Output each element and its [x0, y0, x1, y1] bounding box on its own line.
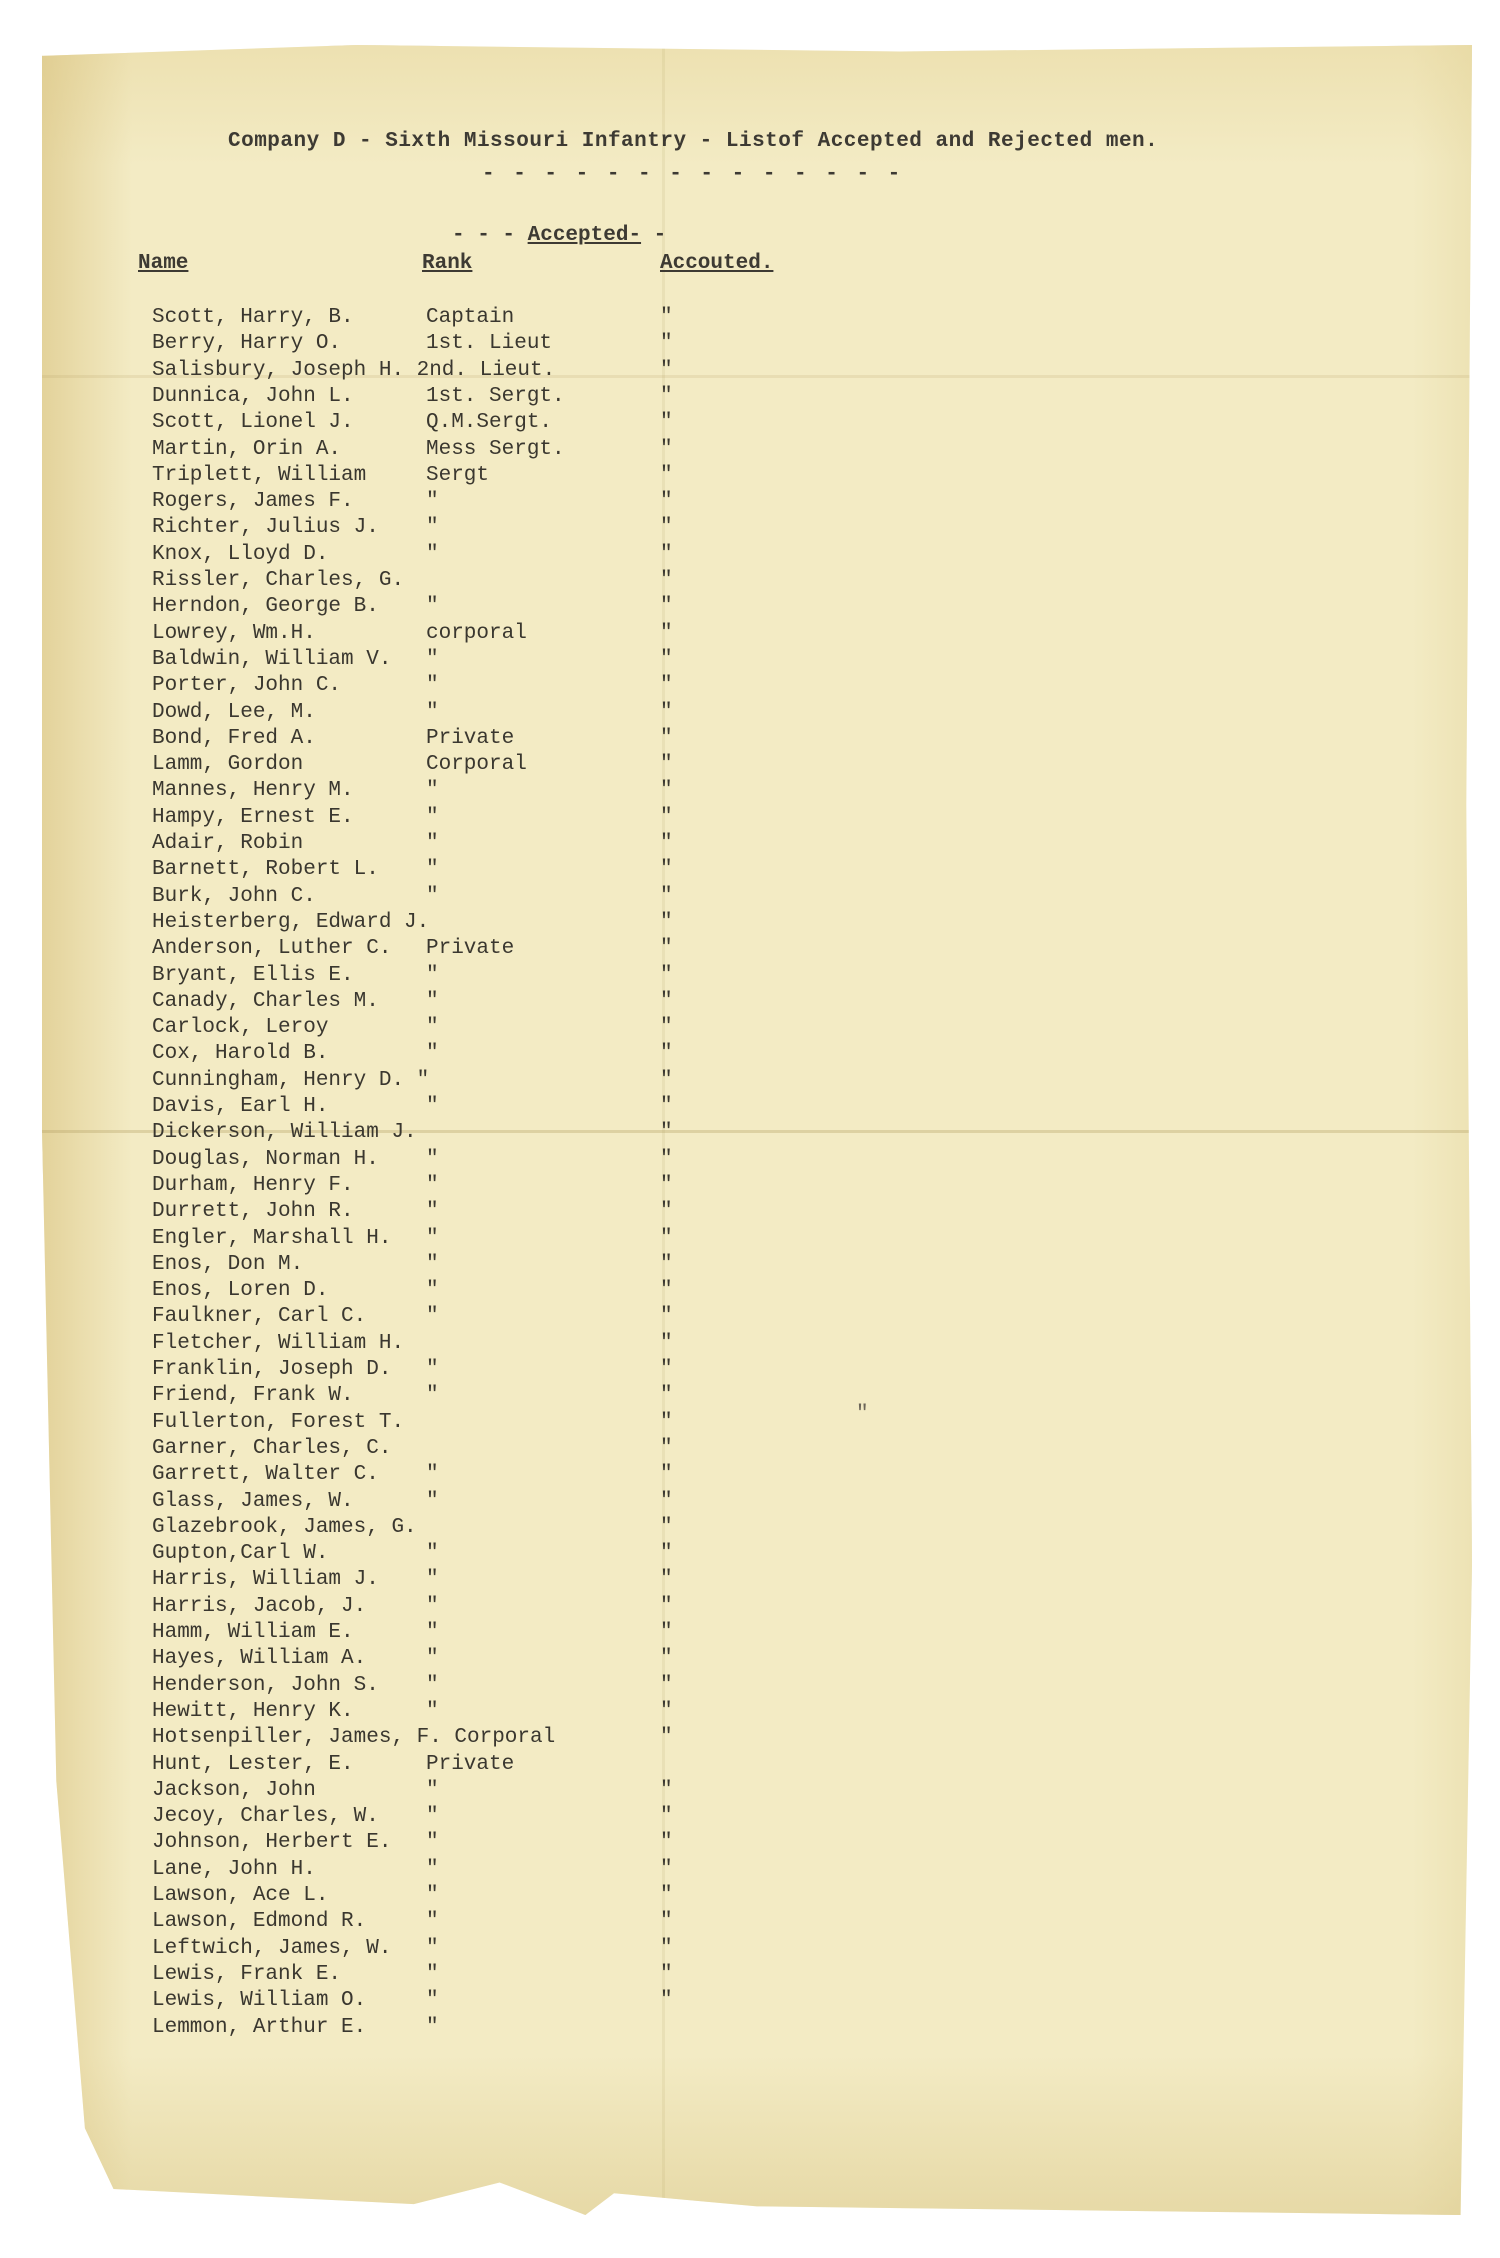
roster-name: Dowd, Lee, M. [152, 700, 316, 724]
roster-row [0, 806, 1500, 832]
roster-accounted-mark: " [660, 1542, 673, 1566]
roster-row [0, 1148, 1500, 1174]
roster-accounted-mark: " [660, 700, 673, 724]
roster-accounted-mark: " [660, 1095, 673, 1118]
roster-name: Lewis, William O. [152, 1989, 367, 2013]
roster-accounted-mark: " [660, 1463, 673, 1487]
roster-accounted-mark: " [660, 858, 673, 882]
roster-row [0, 1542, 1500, 1568]
roster-name: Heisterberg, Edward J. [152, 910, 430, 934]
roster-rank: Mess Sergt. [426, 437, 565, 461]
roster-accounted-mark: " [660, 910, 673, 934]
roster-row [0, 1858, 1500, 1884]
roster-rank: Private [426, 726, 515, 750]
roster-row [0, 1069, 1500, 1095]
roster-name: Porter, John C. [152, 674, 342, 698]
roster-name: Bond, Fred A. [152, 726, 316, 750]
roster-accounted-mark: " [660, 1910, 673, 1934]
roster-rank: " [426, 1989, 439, 2013]
roster-name: Hayes, William A. [152, 1647, 367, 1671]
roster-row [0, 1358, 1500, 1384]
roster-row [0, 411, 1500, 437]
roster-rank: " [426, 1778, 439, 1802]
roster-rank: " [426, 779, 439, 803]
roster-accounted-mark: " [660, 542, 673, 566]
roster-accounted-mark: " [660, 1673, 673, 1697]
roster-name: Hunt, Lester, E. [152, 1752, 354, 1776]
roster-accounted-mark: " [660, 805, 673, 829]
roster-rank: " [426, 516, 439, 540]
roster-name: Harris, Jacob, J. [152, 1594, 367, 1618]
roster-name: Scott, Harry, B. [152, 306, 354, 329]
roster-row [0, 1884, 1500, 1910]
roster-accounted-mark: " [660, 437, 673, 461]
roster-name: Lewis, Frank E. [152, 1962, 342, 1986]
roster-accounted-mark: " [660, 1436, 673, 1460]
roster-row [0, 1805, 1500, 1831]
column-header-name: Name [138, 252, 189, 275]
roster-rank: " [426, 490, 439, 514]
stray-ditto-mark: " [856, 1403, 869, 1426]
roster-row [0, 648, 1500, 674]
roster-name: Leftwich, James, W. [152, 1936, 392, 1960]
roster-name: Richter, Julius J. [152, 516, 379, 540]
roster-row [0, 674, 1500, 700]
document-title: Company D - Sixth Missouri Infantry - Listof Accepted and Rejected men. [228, 130, 1159, 153]
roster-name: Harris, William J. [152, 1568, 379, 1592]
roster-rank: Private [426, 1752, 515, 1776]
roster-rank: Private [426, 937, 515, 961]
roster-row [0, 332, 1500, 358]
roster-name: Hampy, Ernest E. [152, 805, 354, 829]
roster-accounted-mark: " [660, 1173, 673, 1197]
roster-rank: " [426, 1568, 439, 1592]
roster-accounted-mark: " [660, 1594, 673, 1618]
roster-row [0, 1779, 1500, 1805]
roster-row [0, 1490, 1500, 1516]
roster-name: Anderson, Luther C. [152, 937, 392, 961]
roster-accounted-mark: " [660, 1831, 673, 1855]
roster-accounted-mark: " [660, 1331, 673, 1355]
roster-rank: " [426, 1173, 439, 1197]
roster-name: Rogers, James F. [152, 490, 354, 514]
roster-rank: " [426, 1831, 439, 1855]
roster-accounted-mark: " [660, 411, 673, 435]
roster-accounted-mark: " [660, 1621, 673, 1644]
roster-name: Enos, Loren D. [152, 1279, 329, 1303]
roster-rank: " [426, 1542, 439, 1566]
roster-accounted-mark: " [660, 1699, 673, 1723]
roster-row [0, 1095, 1500, 1121]
roster-row [0, 438, 1500, 464]
roster-accounted-mark: " [660, 1226, 673, 1250]
roster-row [0, 516, 1500, 542]
roster-accounted-mark: " [660, 1305, 673, 1329]
roster-row [0, 1700, 1500, 1726]
roster-rank: " [426, 1252, 439, 1276]
roster-rank: " [426, 674, 439, 698]
roster-accounted-mark: " [660, 306, 673, 329]
roster-name: Baldwin, William V. [152, 647, 392, 671]
roster-name: Franklin, Joseph D. [152, 1358, 392, 1381]
roster-row [0, 1831, 1500, 1857]
roster-rank: " [426, 1463, 439, 1487]
roster-name: Hewitt, Henry K. [152, 1699, 354, 1723]
roster-rank: " [426, 1226, 439, 1250]
roster-row [0, 964, 1500, 990]
roster-row [0, 832, 1500, 858]
roster-rank: " [426, 832, 439, 855]
roster-accounted-mark: " [660, 1647, 673, 1671]
section-dashes: - - - [452, 224, 516, 247]
roster-rank: " [426, 805, 439, 829]
roster-accounted-mark: " [660, 937, 673, 961]
roster-accounted-mark: " [660, 1068, 673, 1092]
roster-accounted-mark: " [660, 779, 673, 803]
roster-row [0, 1621, 1500, 1647]
roster-name: Enos, Don M. [152, 1252, 304, 1276]
roster-name: Durrett, John R. [152, 1200, 354, 1224]
roster-row [0, 701, 1500, 727]
roster-name: Johnson, Herbert E. [152, 1831, 392, 1855]
roster-accounted-mark: " [660, 1805, 673, 1829]
column-header-accounted: Accouted. [660, 252, 774, 275]
roster-name: Mannes, Henry M. [152, 779, 354, 803]
roster-rank: " [426, 1279, 439, 1303]
roster-rank: " [426, 1699, 439, 1723]
roster-row [0, 385, 1500, 411]
roster-rank: Corporal [454, 1726, 556, 1750]
roster-rank: " [426, 647, 439, 671]
roster-row [0, 990, 1500, 1016]
roster-accounted-mark: " [660, 989, 673, 1013]
roster-name: Lemmon, Arthur E. [152, 2015, 367, 2039]
roster-accounted-mark: " [660, 963, 673, 987]
roster-row [0, 306, 1500, 332]
roster-rank: Q.M.Sergt. [426, 411, 553, 435]
roster-accounted-mark: " [660, 1252, 673, 1276]
roster-accounted-mark: " [660, 1989, 673, 2013]
roster-accounted-mark: " [660, 1200, 673, 1224]
roster-rank: " [426, 700, 439, 724]
roster-accounted-mark: " [660, 1410, 673, 1434]
roster-accounted-mark: " [660, 1568, 673, 1592]
roster-row [0, 622, 1500, 648]
roster-rank: " [426, 1884, 439, 1907]
roster-row [0, 1726, 1500, 1752]
roster-name: Lane, John H. [152, 1857, 316, 1881]
roster-row [0, 1042, 1500, 1068]
roster-row [0, 1516, 1500, 1542]
roster-name: Rissler, Charles, G. [152, 569, 405, 592]
roster-rank: corporal [426, 621, 527, 645]
roster-row [0, 569, 1500, 595]
roster-rank: " [426, 1042, 439, 1066]
roster-row [0, 1200, 1500, 1226]
roster-rank: " [426, 1673, 439, 1697]
roster-name: Hamm, William E. [152, 1621, 354, 1644]
roster-rank: " [426, 1200, 439, 1224]
roster-accounted-mark: " [660, 490, 673, 514]
roster-name: Gupton,Carl W. [152, 1542, 329, 1566]
roster-rank: " [426, 2015, 439, 2039]
roster-name: Friend, Frank W. [152, 1384, 354, 1408]
roster-accounted-mark: " [660, 358, 673, 382]
roster-row [0, 1227, 1500, 1253]
roster-name: Dunnica, John L. [152, 384, 354, 408]
roster-name: Herndon, George B. [152, 595, 379, 619]
roster-row [0, 1437, 1500, 1463]
roster-row [0, 1305, 1500, 1331]
roster-name: Garner, Charles, C. [152, 1436, 392, 1460]
roster-name: Carlock, Leroy [152, 1016, 329, 1040]
roster-rank: " [426, 1805, 439, 1829]
roster-rank: Sergt [426, 463, 490, 487]
roster-name: Martin, Orin A. [152, 437, 342, 461]
roster-rank: Captain [426, 306, 515, 329]
roster-row [0, 1279, 1500, 1305]
roster-accounted-mark: " [660, 384, 673, 408]
roster-accounted-mark: " [660, 1884, 673, 1907]
roster-row [0, 1121, 1500, 1147]
roster-name: Scott, Lionel J. [152, 411, 354, 435]
roster-accounted-mark: " [660, 884, 673, 908]
roster-row [0, 937, 1500, 963]
roster-rank: 1st. Sergt. [426, 384, 565, 408]
roster-row [0, 1937, 1500, 1963]
roster-row [0, 1568, 1500, 1594]
roster-name: Adair, Robin [152, 832, 304, 855]
roster-row [0, 753, 1500, 779]
roster-row [0, 1647, 1500, 1673]
roster-rank: " [426, 884, 439, 908]
roster-accounted-mark: " [660, 1016, 673, 1040]
roster-rank: " [426, 1962, 439, 1986]
roster-accounted-mark: " [660, 595, 673, 619]
roster-rank: " [426, 1647, 439, 1671]
roster-accounted-mark: " [660, 1042, 673, 1066]
roster-rank: " [426, 858, 439, 882]
roster-row [0, 1016, 1500, 1042]
roster-name: Canady, Charles M. [152, 989, 379, 1013]
roster-accounted-mark: " [660, 1384, 673, 1408]
roster-name: Hotsenpiller, James, F. [152, 1726, 442, 1750]
roster-name: Lawson, Ace L. [152, 1884, 329, 1907]
roster-row [0, 1910, 1500, 1936]
roster-name: Triplett, William [152, 463, 367, 487]
roster-accounted-mark: " [660, 1936, 673, 1960]
roster-name: Henderson, John S. [152, 1673, 379, 1697]
roster-row [0, 543, 1500, 569]
roster-accounted-mark: " [660, 753, 673, 777]
roster-name: Faulkner, Carl C. [152, 1305, 367, 1329]
roster-accounted-mark: " [660, 1489, 673, 1513]
roster-accounted-mark: " [660, 1358, 673, 1381]
roster-name: Salisbury, Joseph H. [152, 358, 405, 382]
section-label: Accepted- [527, 224, 642, 247]
roster-accounted-mark: " [660, 516, 673, 540]
roster-row [0, 490, 1500, 516]
roster-name: Glass, James, W. [152, 1489, 354, 1513]
roster-rank: " [426, 1594, 439, 1618]
roster-rank: " [426, 1857, 439, 1881]
roster-name: Lowrey, Wm.H. [152, 621, 316, 645]
roster-name: Knox, Lloyd D. [152, 542, 329, 566]
roster-name: Lawson, Edmond R. [152, 1910, 367, 1934]
roster-rank: " [426, 1147, 439, 1171]
roster-row [0, 1674, 1500, 1700]
roster-row [0, 359, 1500, 385]
roster-row [0, 1384, 1500, 1410]
roster-name: Fletcher, William H. [152, 1331, 405, 1355]
roster-row [0, 1989, 1500, 2015]
roster-accounted-mark: " [660, 621, 673, 645]
roster-row [0, 1253, 1500, 1279]
roster-name: Cunningham, Henry D. [152, 1068, 405, 1092]
roster-name: Lamm, Gordon [152, 753, 304, 777]
roster-accounted-mark: " [660, 647, 673, 671]
roster-row [0, 727, 1500, 753]
section-trail: - [641, 224, 667, 247]
roster-name: Burk, John C. [152, 884, 316, 908]
roster-accounted-mark: " [660, 1515, 673, 1539]
roster-rank: 2nd. Lieut. [416, 358, 556, 382]
roster-rank: " [426, 1305, 439, 1329]
roster-row [0, 911, 1500, 937]
roster-row [0, 1963, 1500, 1989]
roster-name: Fullerton, Forest T. [152, 1410, 405, 1434]
roster-row [0, 1411, 1500, 1437]
roster-row [0, 464, 1500, 490]
roster-name: Durham, Henry F. [152, 1173, 354, 1197]
roster-row [0, 885, 1500, 911]
roster-rank: " [426, 1095, 439, 1118]
roster-name: Jecoy, Charles, W. [152, 1805, 379, 1829]
roster-name: Douglas, Norman H. [152, 1147, 379, 1171]
roster-rank: " [416, 1068, 430, 1092]
roster-name: Engler, Marshall H. [152, 1226, 392, 1250]
roster-accounted-mark: " [660, 674, 673, 698]
roster-row [0, 1463, 1500, 1489]
roster-name: Glazebrook, James, G. [152, 1515, 417, 1539]
roster-row [0, 1174, 1500, 1200]
roster-rank: 1st. Lieut [426, 332, 553, 356]
roster-rank: " [426, 989, 439, 1013]
roster-rank: " [426, 542, 439, 566]
roster-row [0, 779, 1500, 805]
roster-rank: " [426, 963, 439, 987]
roster-name: Davis, Earl H. [152, 1095, 329, 1118]
roster-name: Barnett, Robert L. [152, 858, 379, 882]
roster-row [0, 858, 1500, 884]
roster-accounted-mark: " [660, 1857, 673, 1881]
roster-accounted-mark: " [660, 1121, 673, 1145]
roster-rank: " [426, 1016, 439, 1040]
roster-rank: " [426, 1384, 439, 1408]
roster-accounted-mark: " [660, 1778, 673, 1802]
roster-name: Cox, Harold B. [152, 1042, 329, 1066]
roster-rank: " [426, 1910, 439, 1934]
roster-name: Jackson, John [152, 1778, 316, 1802]
roster-name: Bryant, Ellis E. [152, 963, 354, 987]
roster-name: Garrett, Walter C. [152, 1463, 379, 1487]
column-header-rank: Rank [422, 252, 473, 275]
roster-accounted-mark: " [660, 332, 673, 356]
roster-row [0, 2016, 1500, 2042]
roster-row [0, 1332, 1500, 1358]
roster-rank: " [426, 1489, 439, 1513]
roster-accounted-mark: " [660, 832, 673, 855]
roster-rank: " [426, 1936, 439, 1960]
title-underline-dashes: - - - - - - - - - - - - - - [482, 163, 904, 186]
roster-accounted-mark: " [660, 1962, 673, 1986]
roster-accounted-mark: " [660, 1726, 673, 1750]
roster-accounted-mark: " [660, 569, 673, 592]
roster-row [0, 595, 1500, 621]
roster-rank: " [426, 595, 439, 619]
roster-rank: Corporal [426, 753, 527, 777]
roster-accounted-mark: " [660, 726, 673, 750]
roster-accounted-mark: " [660, 1279, 673, 1303]
roster-rank: " [426, 1621, 439, 1644]
roster-accounted-mark: " [660, 1147, 673, 1171]
roster-row [0, 1595, 1500, 1621]
roster-rank: " [426, 1358, 439, 1381]
roster-name: Dickerson, William J. [152, 1121, 417, 1145]
roster-accounted-mark: " [660, 463, 673, 487]
roster-row [0, 1753, 1500, 1779]
roster-name: Berry, Harry O. [152, 332, 342, 356]
